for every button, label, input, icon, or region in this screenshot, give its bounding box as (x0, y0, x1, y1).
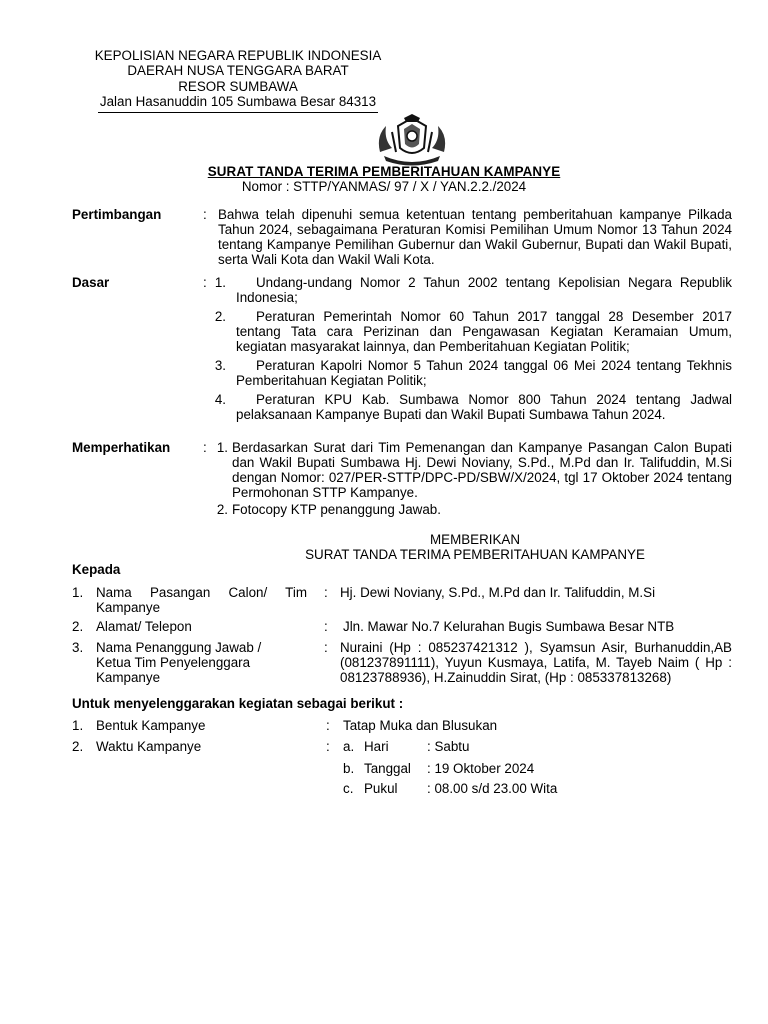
bentuk-value: Tatap Muka dan Blusukan (343, 718, 498, 733)
kepada-item-colon: : (324, 619, 328, 634)
kepada-item-num: 1. (72, 585, 84, 600)
dasar-colon: : (203, 275, 207, 290)
letterhead-line-1: KEPOLISIAN NEGARA REPUBLIK INDONESIA (94, 48, 382, 63)
waktu-row-key: Pukul (364, 781, 398, 796)
memberikan-heading (260, 532, 690, 562)
bentuk-num: 1. (72, 718, 84, 733)
dasar-item-num: 4. (214, 392, 226, 407)
waktu-row-key: Hari (364, 739, 389, 754)
document-title-block (0, 164, 768, 194)
kepada-item-label: Nama Pasangan Calon/ Tim Kampanye (96, 585, 307, 615)
waktu-num: 2. (72, 739, 84, 754)
kepada-item-colon: : (324, 585, 328, 600)
kepada-item-num: 3. (72, 640, 84, 655)
dasar-item-text: Peraturan Pemerintah Nomor 60 Tahun 2017 tanggal 28 Desember 2017 tentang Tata cara Perizinan dan Pengawasan Kegiatan Keramaian Umum, kegiatan masyarakat lainnya, dan Pemberitahuan Kegiatan Politik; (236, 309, 732, 354)
memperhatikan-label: Memperhatikan (72, 440, 171, 455)
memberikan-line-1: MEMBERIKAN (429, 532, 521, 547)
waktu-row-letter: a. (343, 739, 355, 754)
letterhead-address: Jalan Hasanuddin 105 Sumbawa Besar 84313 (98, 94, 378, 112)
memperhatikan-item-text: Berdasarkan Surat dari Tim Pemenangan dan Kampanye Pasangan Calon Bupati dan Wakil Bupati Sumbawa Hj. Dewi Noviany, S.Pd., M.Pd dan Ir. Talifuddin, M.Si dengan Nomor: 027/PER-STTP/DPC-PD/SBW/X/2024, tgl 17 Oktober 2024 tentang Permohonan STTP Kampanye. (232, 440, 732, 500)
kepada-item-colon: : (324, 640, 328, 655)
dasar-item-text: Peraturan Kapolri Nomor 5 Tahun 2024 tanggal 06 Mei 2024 tentang Tekhnis Pemberitahuan Kegiatan Politik; (236, 358, 732, 388)
kepada-item-label: Nama Penanggung Jawab / Ketua Tim Penyelenggara Kampanye (96, 640, 262, 685)
waktu-row-value: : Sabtu (427, 739, 470, 754)
memperhatikan-colon: : (203, 440, 207, 455)
waktu-row-letter: b. (343, 761, 355, 776)
kepada-item-value: Nuraini (Hp : 085237421312 ), Syamsun Asir, Burhanuddin,AB (081237891111), Yuyun Kusmaya, Latifa, M. Tayeb Naim ( Hp : 08123788936), H.Zainuddin Sirat, (Hp : 085337813268) (340, 640, 732, 685)
kepada-item-value: Hj. Dewi Noviany, S.Pd., M.Pd dan Ir. Talifuddin, M.Si (340, 585, 656, 600)
waktu-row-value: : 19 Oktober 2024 (427, 761, 535, 776)
dasar-item-num: 3. (214, 358, 226, 373)
letterhead (60, 48, 416, 113)
pertimbangan-label: Pertimbangan (72, 207, 162, 222)
memperhatikan-item-text: Fotocopy KTP penanggung Jawab. (232, 502, 441, 517)
waktu-row-key: Tanggal (364, 761, 411, 776)
document-title: SURAT TANDA TERIMA PEMBERITAHUAN KAMPANYE (207, 164, 561, 179)
waktu-label: Waktu Kampanye (96, 739, 202, 754)
memberikan-line-2: SURAT TANDA TERIMA PEMBERITAHUAN KAMPANYE (305, 547, 645, 562)
waktu-row-value: : 08.00 s/d 23.00 Wita (427, 781, 558, 796)
kegiatan-heading: Untuk menyelenggarakan kegiatan sebagai berikut : (72, 696, 404, 711)
memperhatikan-item-num: 1. (216, 440, 228, 455)
kepada-item-num: 2. (72, 619, 84, 634)
letterhead-line-3: RESOR SUMBAWA (178, 78, 298, 94)
waktu-colon: : (326, 739, 330, 754)
letterhead-line-2: DAERAH NUSA TENGGARA BARAT (127, 63, 349, 79)
dasar-item-text: Undang-undang Nomor 2 Tahun 2002 tentang Kepolisian Negara Republik Indonesia; (236, 275, 732, 305)
bentuk-label: Bentuk Kampanye (96, 718, 206, 733)
kepada-item-label: Alamat/ Telepon (96, 619, 192, 634)
dasar-item-num: 1. (214, 275, 226, 290)
waktu-row-letter: c. (343, 781, 354, 796)
document-number: Nomor : STTP/YANMAS/ 97 / X / YAN.2.2./2024 (241, 179, 527, 194)
dasar-label: Dasar (72, 275, 110, 290)
police-emblem-icon (374, 112, 450, 168)
memperhatikan-item-num: 2. (216, 502, 228, 517)
dasar-item-num: 2. (214, 309, 226, 324)
kepada-label: Kepada (72, 562, 121, 577)
pertimbangan-colon: : (203, 207, 207, 222)
dasar-item-text: Peraturan KPU Kab. Sumbawa Nomor 800 Tahun 2024 tentang Jadwal pelaksanaan Kampanye Bupati dan Wakil Bupati Sumbawa Tahun 2024. (236, 392, 732, 422)
pertimbangan-text: Bahwa telah dipenuhi semua ketentuan tentang pemberitahuan kampanye Pilkada Tahun 2024, sebagaimana Peraturan Komisi Pemilihan Umum Nomor 13 Tahun 2024 tentang Kampanye Pemilihan Gubernur dan Wakil Gubernur, Bupati dan Wakil Bupati, serta Wali Kota dan Wakil Wali Kota. (218, 207, 732, 267)
bentuk-colon: : (326, 718, 330, 733)
kepada-item-value: Jln. Mawar No.7 Kelurahan Bugis Sumbawa Besar NTB (343, 619, 675, 634)
